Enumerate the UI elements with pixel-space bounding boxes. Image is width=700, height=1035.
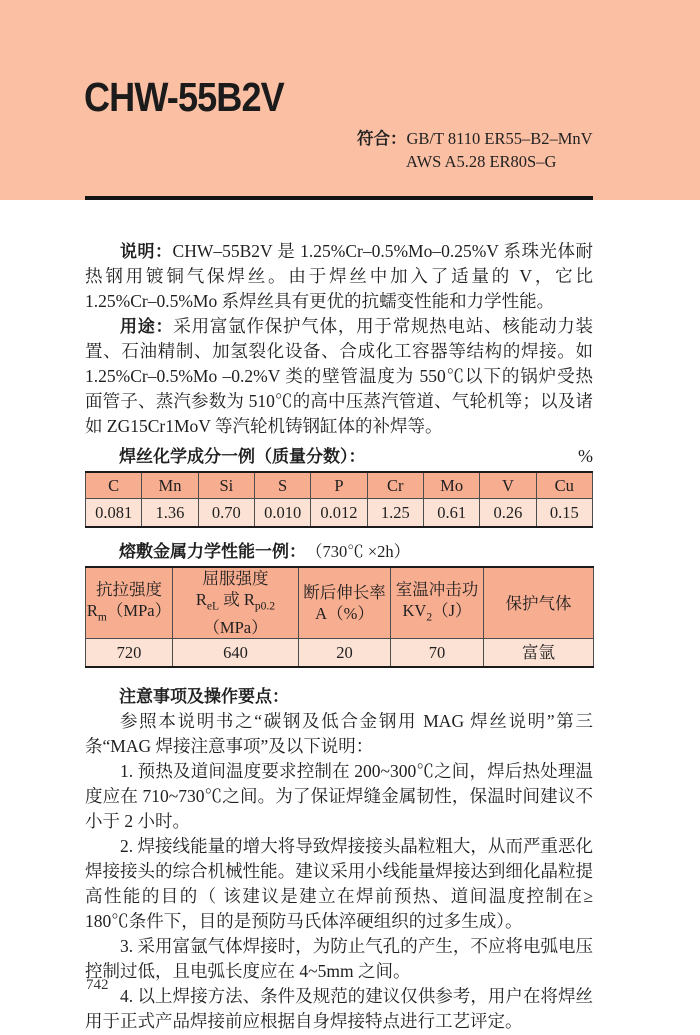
mechanical-value-cell: 富氩 (484, 639, 594, 668)
composition-value-cell: 0.61 (423, 499, 479, 528)
mechanical-condition: （730℃ ×2h） (306, 542, 411, 561)
description-text: CHW–55B2V 是 1.25%Cr–0.5%Mo–0.25%V 系珠光体耐热钢用镀铜气保焊丝。由于焊丝中加入了适量的 V，它比 1.25%Cr–0.5%Mo 系焊丝具有更优的抗蠕变性能和力学性能。 (85, 241, 594, 311)
composition-header-cell: Mo (423, 472, 479, 499)
notes-item-4: 4. 以上焊接方法、条件及规范的建议仅供参考，用户在将焊丝用于正式产品焊接前应根据自身焊接特点进行工艺评定。 (85, 986, 593, 1032)
description-paragraph (85, 239, 593, 314)
mechanical-title: 熔敷金属力学性能一例： (119, 542, 306, 561)
header-band (0, 0, 700, 200)
mechanical-header-gas (484, 567, 594, 639)
composition-title-row (85, 444, 593, 469)
composition-value-cell: 0.010 (254, 499, 310, 528)
composition-value-cell: 1.36 (142, 499, 198, 528)
header-divider (85, 196, 593, 200)
compliance-standard-gb: GB/T 8110 ER55–B2–MnV (406, 129, 593, 148)
mechanical-value-cell: 20 (299, 639, 391, 668)
compliance-standard-aws: AWS A5.28 ER80S–G (406, 152, 557, 171)
description-label: 说明： (120, 242, 173, 261)
notes-heading: 注意事项及操作要点： (119, 687, 289, 707)
main-content (85, 239, 593, 1034)
composition-value-cell: 1.25 (367, 499, 423, 528)
header-line1: 屈服强度 (202, 569, 269, 588)
composition-header-cell: P (311, 472, 367, 499)
mechanical-header-impact (391, 567, 484, 639)
header-line1: 抗拉强度 (96, 579, 162, 599)
mechanical-value-row (86, 639, 594, 668)
composition-header-cell: S (254, 472, 310, 499)
composition-section (85, 444, 593, 528)
mechanical-value-cell: 640 (173, 639, 299, 668)
usage-label: 用途： (120, 317, 174, 336)
mechanical-value-cell: 70 (391, 639, 484, 668)
header-line1: 室温冲击功 (395, 579, 479, 599)
compliance-line-2 (357, 150, 593, 173)
composition-title: 焊丝化学成分一例（质量分数）： (119, 447, 366, 466)
notes-item-2: 2. 焊接线能量的增大将导致焊接接头晶粒粗大，从而严重恶化焊接接头的综合机械性能。建议采用小线能量焊接达到细化晶粒提高性能的目的（ 该建议是建立在焊前预热、道间温度控制在≥ 180℃条件下，目的是预防马氏体淬硬组织的过多生成）。 (85, 836, 593, 932)
mechanical-value-cell: 720 (86, 639, 173, 668)
notes-intro: 参照本说明书之“碳钢及低合金钢用 MAG 焊丝说明”第三条“MAG 焊接注意事项”及以下说明： (85, 711, 593, 757)
compliance-line-1 (357, 127, 593, 150)
composition-value-cell: 0.15 (536, 499, 592, 528)
composition-header-cell: Cr (367, 472, 423, 499)
mechanical-header-yield (173, 567, 299, 639)
composition-header-row (86, 472, 593, 499)
usage-text: 采用富氩作保护气体，用于常规热电站、核能动力装置、石油精制、加氢裂化设备、合成化工容器等结构的焊接。如 1.25%Cr–0.5%Mo –0.2%V 类的壁管温度为 550℃以下的锅炉受热面管子、蒸汽参数为 510℃的高中压蒸汽管道、气轮机等；以及诸如 ZG15Cr1MoV 等汽轮机铸钢缸体的补焊等。 (85, 316, 594, 436)
compliance-label: 符合： (357, 129, 407, 148)
header-line2: A（%） (315, 604, 374, 624)
mechanical-header-elongation (299, 567, 391, 639)
usage-paragraph (85, 314, 593, 439)
notes-item-1: 1. 预热及道间温度要求控制在 200~300℃之间，焊后热处理温度应在 710~730℃之间。为了保证焊缝金属韧性，保温时间建议不小于 2 小时。 (85, 761, 593, 832)
composition-value-row (86, 499, 593, 528)
composition-value-cell: 0.081 (86, 499, 142, 528)
header-line1: 保护气体 (505, 593, 572, 613)
composition-table (85, 471, 593, 528)
mechanical-section (85, 539, 593, 668)
page-number: 742 (86, 977, 109, 993)
composition-value-cell: 0.70 (198, 499, 254, 528)
composition-header-cell: Si (198, 472, 254, 499)
composition-value-cell: 0.26 (480, 499, 536, 528)
header-line1: 断后伸长率 (303, 583, 386, 603)
notes-section (85, 684, 593, 1034)
mechanical-title-row (85, 539, 593, 564)
header-line2: $R_{eL}$ 或 $R_{p0.2}(MPa)$ (195, 590, 276, 638)
compliance-block (357, 127, 593, 173)
header-line2: $R_m(MPa)$ (86, 600, 172, 623)
header-line2: $KV_2(J)$ (402, 600, 472, 623)
composition-header-cell: V (480, 472, 536, 499)
composition-header-cell: Mn (142, 472, 198, 499)
composition-header-cell: C (86, 472, 142, 499)
mechanical-header-row (86, 567, 594, 639)
mechanical-header-tensile (86, 567, 173, 639)
mechanical-table (85, 566, 594, 668)
notes-item-3: 3. 采用富氩气体焊接时，为防止气孔的产生，不应将电弧电压控制过低，且电弧长度应在 4~5mm 之间。 (85, 936, 593, 982)
composition-unit: % (578, 446, 593, 466)
composition-header-cell: Cu (536, 472, 592, 499)
composition-value-cell: 0.012 (311, 499, 367, 528)
product-title: CHW-55B2V (84, 74, 284, 120)
